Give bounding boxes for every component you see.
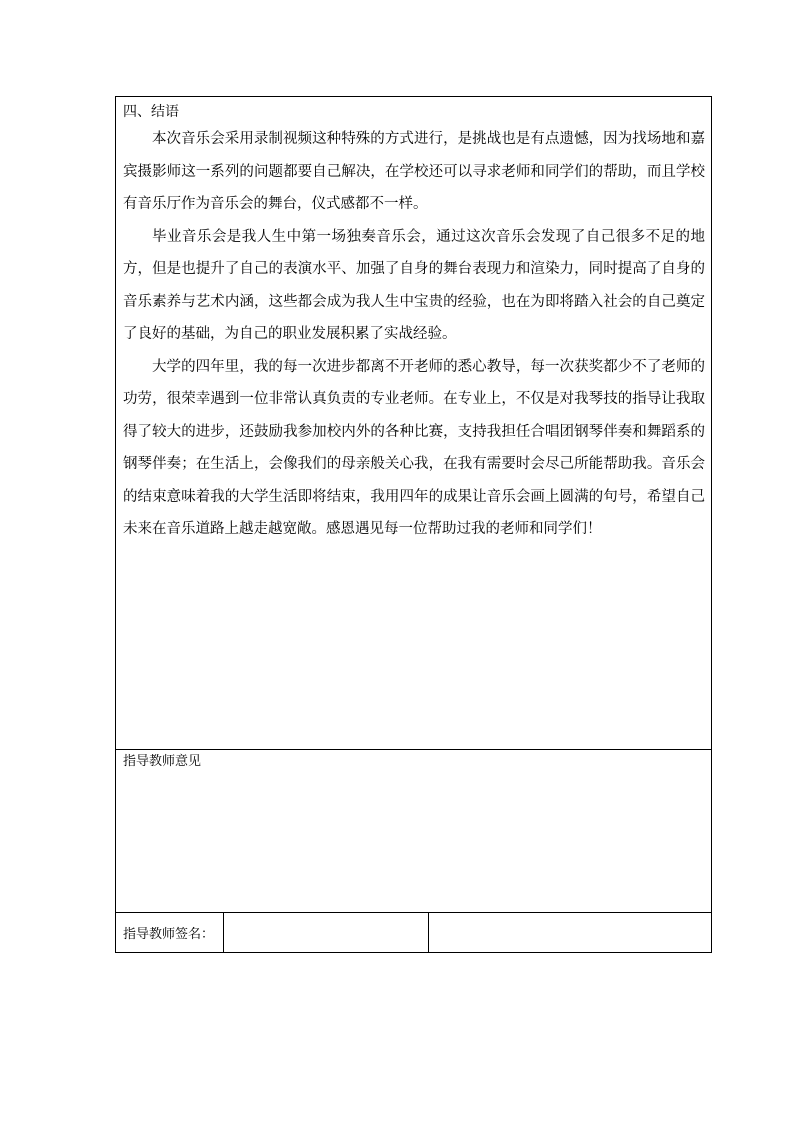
advisor-signature-label: 指导教师签名： [116, 913, 224, 952]
conclusion-paragraph-2: 毕业音乐会是我人生中第一场独奏音乐会，通过这次音乐会发现了自己很多不足的地方，但是也提升了自己的表演水平、加强了自身的舞台表现力和渲染力，同时提高了自身的音乐素养与艺术内涵，这些都会成为我人生中宝贵的经验，也在为即将踏入社会的自己奠定了良好的基础，为自己的职业发展积累了实战经验。 [123, 228, 705, 342]
signature-row [116, 913, 711, 952]
section-heading: 四、结语 [123, 104, 179, 120]
advisor-opinion-label: 指导教师意见 [123, 754, 202, 769]
conclusion-section [116, 97, 711, 750]
signature-date-field[interactable] [429, 913, 711, 952]
advisor-signature-field[interactable] [224, 913, 429, 952]
conclusion-paragraph-3: 大学的四年里，我的每一次进步都离不开老师的悉心教导，每一次获奖都少不了老师的功劳，很荣幸遇到一位非常认真负责的专业老师。在专业上，不仅是对我琴技的指导让我取得了较大的进步，还鼓励我参加校内外的各种比赛，支持我担任合唱团钢琴伴奏和舞蹈系的钢琴伴奏；在生活上，会像我们的母亲般关心我，在我有需要时会尽己所能帮助我。音乐会的结束意味着我的大学生活即将结束，我用四年的成果让音乐会画上圆满的句号，希望自己未来在音乐道路上越走越宽敞。感恩遇见每一位帮助过我的老师和同学们！ [123, 358, 705, 537]
report-form [115, 96, 712, 953]
advisor-opinion-cell[interactable] [116, 750, 711, 913]
conclusion-paragraph-1: 本次音乐会采用录制视频这种特殊的方式进行，是挑战也是有点遗憾，因为找场地和嘉宾摄影师这一系列的问题都要自己解决，在学校还可以寻求老师和同学们的帮助，而且学校有音乐厅作为音乐会的舞台，仪式感都不一样。 [123, 131, 705, 212]
